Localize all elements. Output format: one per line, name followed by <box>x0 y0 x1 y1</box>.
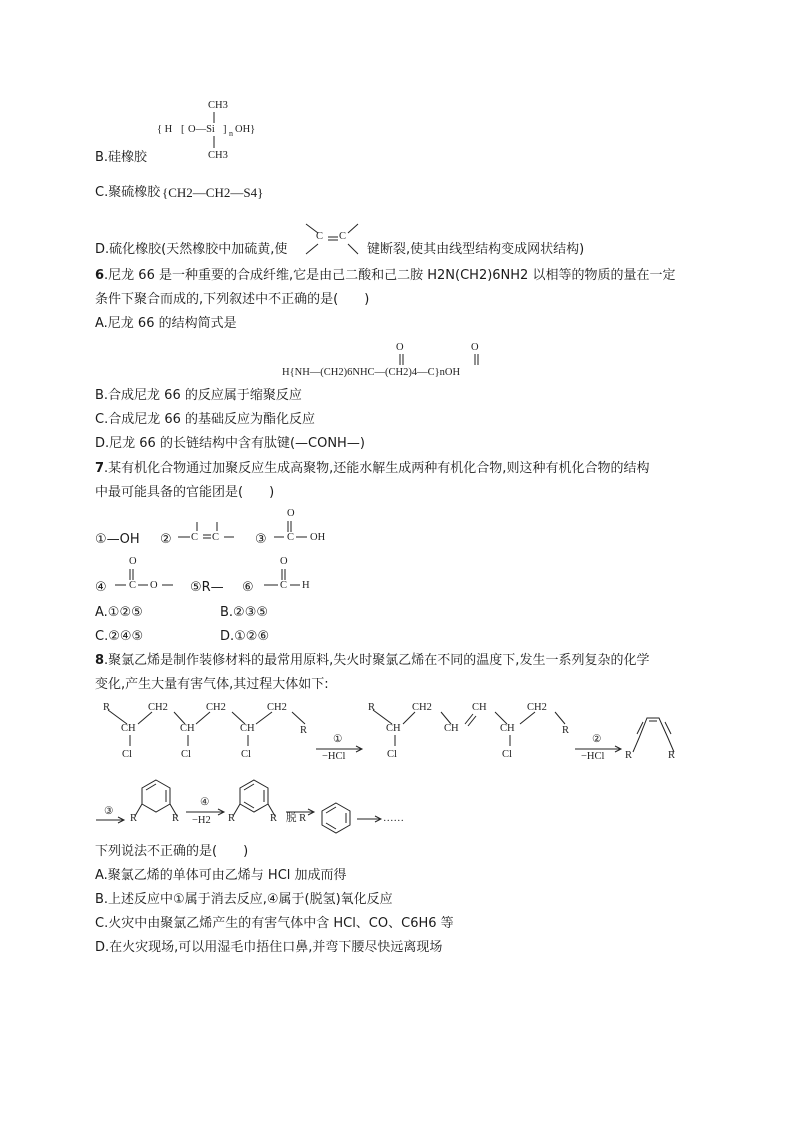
q6-o-atom-2: O <box>471 342 479 353</box>
pvc-cl-2: Cl <box>181 749 191 760</box>
step-3-label: ③ <box>104 806 114 817</box>
q8-number: 8 <box>95 653 105 668</box>
arrow-5-icon <box>286 808 316 816</box>
pvc-ch-2: CH <box>180 723 195 734</box>
q6-option-a: A.尼龙 66 的结构简式是 <box>95 316 237 331</box>
int1-ch-3: CH <box>500 723 515 734</box>
ring2-r-right: R <box>270 813 278 824</box>
silicone-n: n <box>229 129 233 138</box>
q7-group-2-label: ② <box>160 532 172 547</box>
q8-line2: 变化,产生大量有害气体,其过程大体如下: <box>95 677 329 692</box>
ring1-r-left: R <box>130 813 138 824</box>
q7-alkene-diagram <box>178 520 236 540</box>
pvc-r-left: R <box>103 702 111 713</box>
int1-ch-2: CH <box>444 723 459 734</box>
arrow-6-icon <box>357 815 383 823</box>
arrow-3-icon <box>96 816 126 824</box>
step-2-condition: −HCl <box>581 751 605 762</box>
cc-double-bond-diagram <box>302 222 362 258</box>
step-4-label: ④ <box>200 797 210 808</box>
ch3-bottom: CH3 <box>208 150 228 161</box>
int1-ch2-1: CH2 <box>412 702 432 713</box>
q7-ester-diagram <box>115 568 175 588</box>
pvc-ch2-1: CH2 <box>148 702 168 713</box>
q8-option-a: A.聚氯乙烯的单体可由乙烯与 HCl 加成而得 <box>95 868 347 883</box>
q8-option-d: D.在火灾现场,可以用湿毛巾捂住口鼻,并弯下腰尽快远离现场 <box>95 940 443 955</box>
int1-ch-1: CH <box>386 723 401 734</box>
step-1-label: ① <box>333 734 343 745</box>
q7-line2: 中最可能具备的官能团是( ) <box>95 485 275 500</box>
q7-g6-o: O <box>280 556 288 567</box>
option-c-label: C.聚硫橡胶 <box>95 185 161 200</box>
ring1-r-right: R <box>172 813 180 824</box>
c-atom-right: C <box>339 231 347 242</box>
q7-g3-o: O <box>287 508 295 519</box>
pvc-ch-3: CH <box>240 723 255 734</box>
int1-r-left: R <box>368 702 376 713</box>
q7-choice-b: B.②③⑤ <box>220 605 269 620</box>
silicone-right: OH} <box>235 124 256 135</box>
step-1-condition: −HCl <box>322 751 346 762</box>
ring2-r-left: R <box>228 813 236 824</box>
pvc-cl-3: Cl <box>241 749 251 760</box>
q6-option-b: B.合成尼龙 66 的反应属于缩聚反应 <box>95 388 302 403</box>
q7-group-3-label: ③ <box>255 532 267 547</box>
si-bonds <box>213 112 217 152</box>
option-b-label: B.硅橡胶 <box>95 150 148 165</box>
q7-number: 7 <box>95 461 105 476</box>
q8-option-b: B.上述反应中①属于消去反应,④属于(脱氢)氧化反应 <box>95 892 393 907</box>
q6-line1-text: .尼龙 66 是一种重要的合成纤维,它是由己二酸和己二胺 H2N(CH2)6NH2 以相等的物质的量在一定 <box>104 268 676 283</box>
c-atom-left: C <box>316 231 324 242</box>
q6-option-d: D.尼龙 66 的长链结构中含有肽键(—CONH—) <box>95 436 365 451</box>
q7-line1-text: .某有机化合物通过加聚反应生成高聚物,还能水解生成两种有机化合物,则这种有机化合物的结构 <box>104 461 650 476</box>
q7-c-atom-b: C <box>212 532 220 543</box>
step-4-condition: −H2 <box>192 815 211 826</box>
ch3-top: CH3 <box>208 100 228 111</box>
q6-carbonyl-bonds <box>399 354 479 366</box>
q8-line1-text: .聚氯乙烯是制作装修材料的最常用原料,失火时聚氯乙烯在不同的温度下,发生一系列复杂的化学 <box>104 653 650 668</box>
q6-line1 <box>95 268 675 284</box>
q6-line2: 条件下聚合而成的,下列叙述中不正确的是( ) <box>95 292 370 307</box>
pvc-ch2-2: CH2 <box>206 702 226 713</box>
q7-g3-c: C <box>287 532 295 543</box>
int1-r-right: R <box>562 725 570 736</box>
silicone-osi: O—Si <box>188 124 215 135</box>
pvc-ch2-3: CH2 <box>267 702 287 713</box>
q7-g4-o: O <box>129 556 137 567</box>
de-r-condition: 脱 R <box>286 813 307 824</box>
q7-g4-c: C <box>129 580 137 591</box>
option-d-text-after: 键断裂,使其由线型结构变成网状结构) <box>367 242 585 257</box>
q7-g4-o2: O <box>150 580 158 591</box>
int1-ch-top: CH <box>472 702 487 713</box>
q7-g6-c: C <box>280 580 288 591</box>
q7-group-1: ①—OH <box>95 532 140 547</box>
q8-line1 <box>95 653 649 669</box>
q6-nylon-formula: H{NH—(CH2)6NHC—(CH2)4—C}nOH <box>282 367 461 378</box>
silicone-bracket-r: ] <box>223 124 227 135</box>
pvc-ch-1: CH <box>121 723 136 734</box>
pvc-r-right: R <box>300 725 308 736</box>
q7-group-5: ⑤R— <box>190 580 224 595</box>
pvc-cl-1: Cl <box>122 749 132 760</box>
silicone-left: { H <box>157 124 173 135</box>
q7-choice-c: C.②④⑤ <box>95 629 144 644</box>
int1-cl-1: Cl <box>387 749 397 760</box>
option-d-text-before: D.硫化橡胶(天然橡胶中加硫黄,使 <box>95 242 288 257</box>
q7-g3-oh: OH <box>310 532 326 543</box>
q8-option-c: C.火灾中由聚氯乙烯产生的有害气体中含 HCl、CO、C6H6 等 <box>95 916 454 931</box>
q6-option-c: C.合成尼龙 66 的基础反应为酯化反应 <box>95 412 316 427</box>
polyene-r-left: R <box>625 750 633 761</box>
q7-c-atom-a: C <box>191 532 199 543</box>
q7-g6-h: H <box>302 580 310 591</box>
int1-ch2-2: CH2 <box>527 702 547 713</box>
q6-number: 6 <box>95 268 105 283</box>
silicone-bracket-l: [ <box>181 124 185 135</box>
benzene-icon <box>318 801 354 835</box>
step-2-label: ② <box>592 734 602 745</box>
q7-choice-a: A.①②⑤ <box>95 605 143 620</box>
q6-o-atom-1: O <box>396 342 404 353</box>
q8-prompt: 下列说法不正确的是( ) <box>95 844 249 859</box>
polyene-r-right: R <box>668 750 676 761</box>
q7-group-6-label: ⑥ <box>242 580 254 595</box>
q7-choice-d: D.①②⑥ <box>220 629 270 644</box>
int1-cl-2: Cl <box>502 749 512 760</box>
option-c-formula: {CH2—CH2—S4} <box>162 185 264 200</box>
q7-line1 <box>95 461 649 477</box>
q7-group-4-label: ④ <box>95 580 107 595</box>
ellipsis: …… <box>383 813 404 824</box>
